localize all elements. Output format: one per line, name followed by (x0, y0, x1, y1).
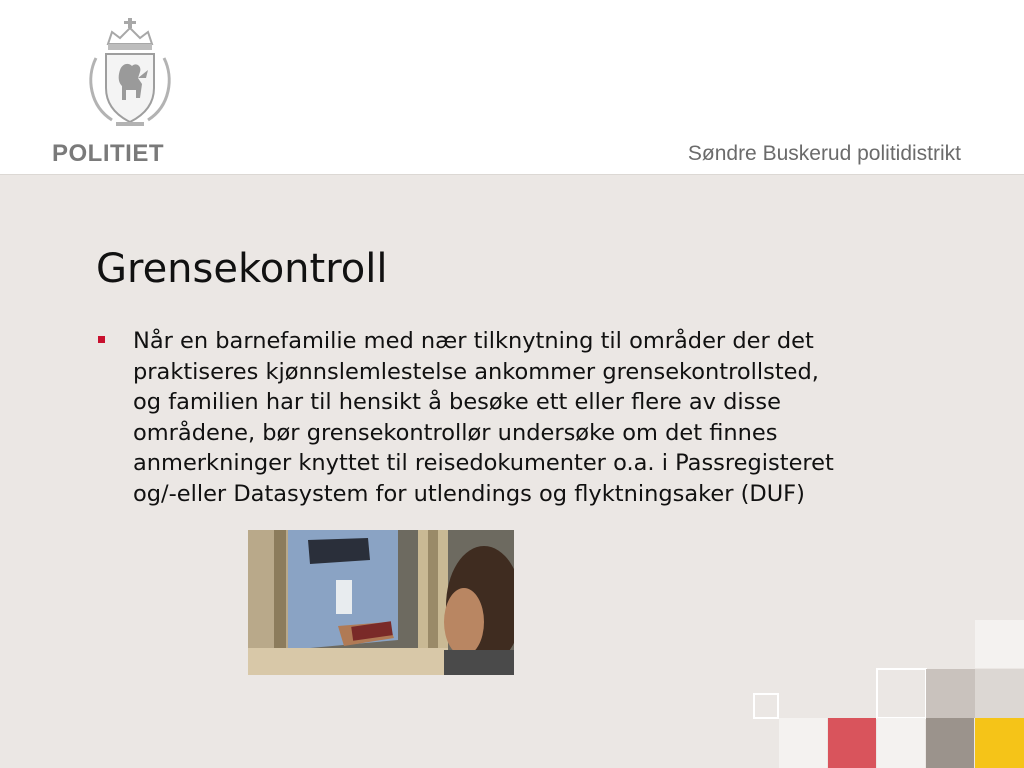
brand-name: POLITIET (52, 140, 164, 167)
bullet-item (96, 326, 956, 509)
border-control-photo (248, 530, 514, 675)
slide-header (0, 0, 1024, 175)
police-crest-icon (82, 18, 178, 130)
square-bullet-icon (98, 336, 105, 343)
slide-title: Grensekontroll (96, 246, 388, 292)
district-name: Søndre Buskerud politidistrikt (687, 142, 961, 165)
bullet-text: Når en barnefamilie med nær tilknytning til områder der det praktiseres kjønnslemlestelse ankommer grensekontrollsted, og familien har til hensikt å besøke ett eller flere av disse områdene, bør grensekontrollør undersøke om det finnes anmerkninger knyttet til reisedokumenter o.a. i Passregisteret og/-eller Datasystem for utlendings og flyktningsaker (DUF) (133, 328, 834, 507)
bullet-list (96, 326, 956, 509)
